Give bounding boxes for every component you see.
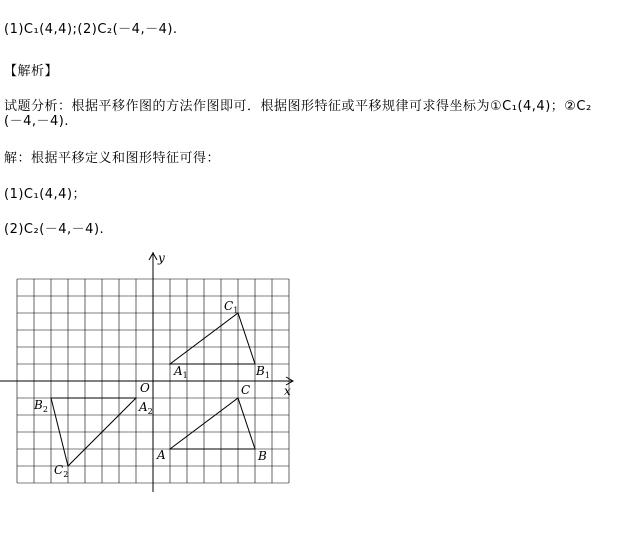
point-label-b1: $B_1$ [256, 364, 270, 380]
triangle-a-b-c [170, 398, 255, 449]
point-label-b: B [258, 449, 267, 463]
section-title: 【解析】 [4, 64, 59, 79]
point-label-a1: $A_1$ [174, 364, 188, 380]
solution-intro: 解：根据平移定义和图形特征可得： [4, 151, 221, 166]
answer-line-1: (1)C₁(4,4);(2)C₂(－4,－4). [4, 22, 178, 37]
analysis-line-1: 试题分析：根据平移作图的方法作图即可．根据图形特征或平移规律可求得坐标为①C₁(4,4)；②C₂ [4, 99, 592, 114]
point-label-a2: $A_2$ [139, 400, 153, 416]
point-label-b2: $B_2$ [34, 398, 48, 414]
point-label-c: C [241, 383, 251, 397]
triangle-a1-b1-c1 [170, 313, 255, 364]
coordinate-diagram [0, 240, 320, 500]
point-label-c2: $C_2$ [54, 463, 69, 479]
y-axis-label: y [158, 251, 165, 265]
origin-label: O [140, 381, 150, 395]
axes [0, 251, 293, 492]
point-label-c1: $C_1$ [224, 299, 239, 315]
solution-part-1: (1)C₁(4,4)； [4, 187, 87, 202]
analysis-line-2: (－4,－4). [4, 114, 69, 129]
point-labels [33, 299, 270, 479]
x-axis-label: x [284, 384, 291, 398]
solution-part-2: (2)C₂(－4,－4). [4, 222, 105, 237]
point-label-a: A [157, 448, 166, 462]
